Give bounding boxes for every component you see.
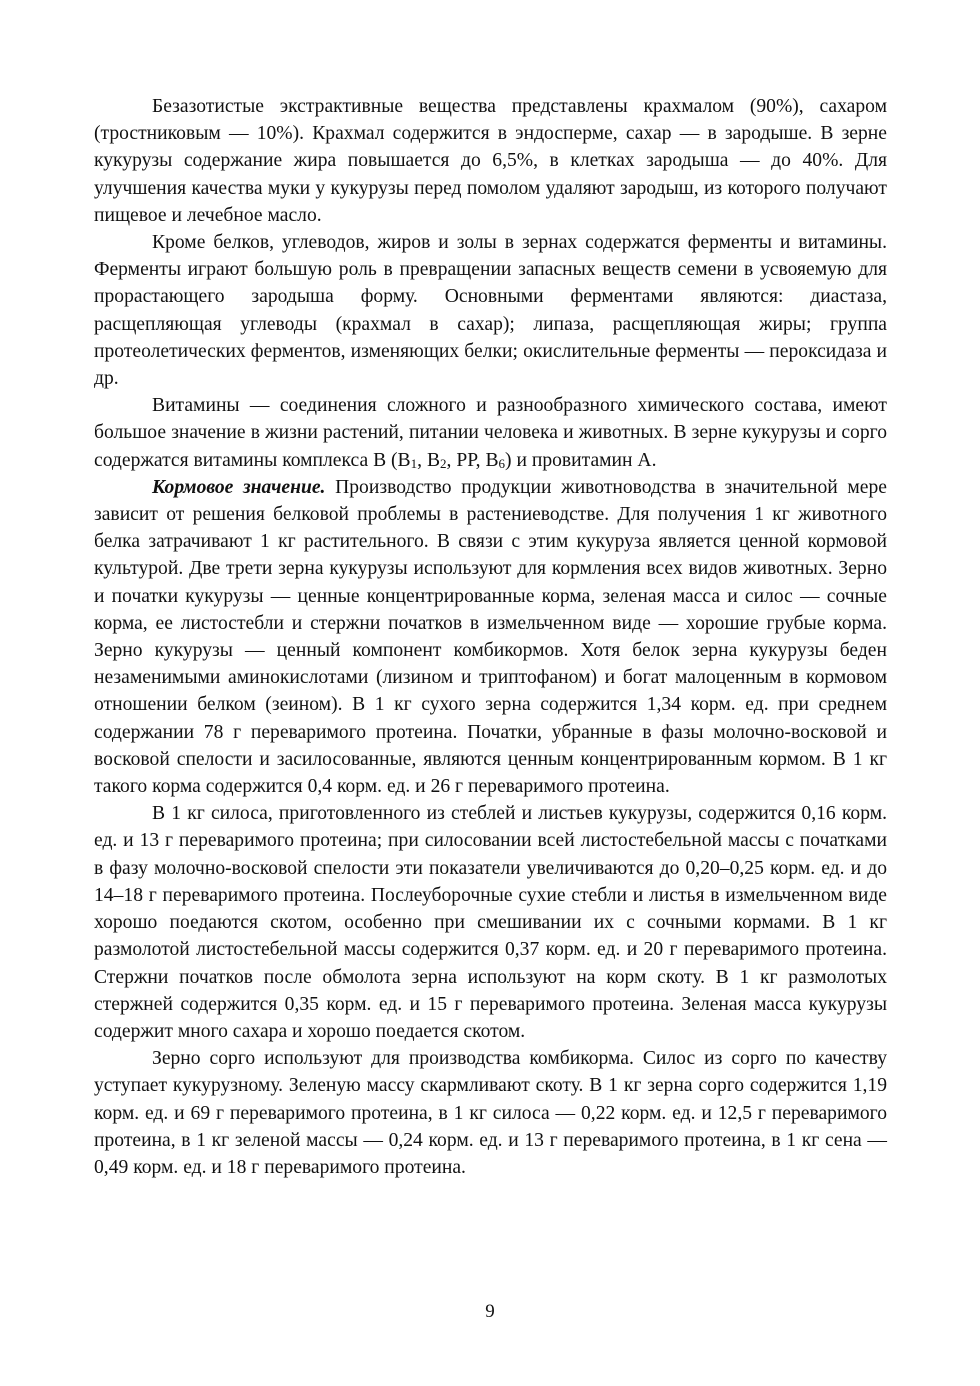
- vitamins-sep-2: , РР, В: [446, 449, 499, 471]
- paragraph-silage: В 1 кг силоса, приготовленного из стеблей и листьев кукурузы, содержится 0,16 корм. ед. и 13 г переваримого протеина; при силосовании всей листостебельной массы с початками в фазу молочно-восковой спелости эти показатели увеличиваются до 0,20–0,25 корм. ед. и до 14–18 г переваримого протеина. Послеуборочные сухие стебли и листья в измельченном виде хорошо поедаются скотом, особенно при смешивании их с сочными кормами. В 1 кг размолотой листостебельной массы содержится 0,37 корм. ед. и 20 г переваримого протеина. Стержни початков после обмолота зерна используют на корм скоту. В 1 кг размолотых стержней содержится 0,35 корм. ед. и 15 г переваримого протеина. Зеленая масса кукурузы содержит много сахара и хорошо поедается скотом.: [94, 803, 887, 1042]
- subscript-b1: 1: [410, 455, 418, 471]
- vitamins-sep-1: , В: [417, 449, 441, 471]
- feed-value-text: Производство продукции животноводства в значительной мере зависит от решения белковой проблемы в растениеводстве. Для получения 1 кг животного белка затрачивают 1 кг растительного. В связи с этим кукуруза является ценной кормовой культурой. Две трети зерна кукурузы используют для кормления всех видов животных. Зерно и початки кукурузы — ценные концентрированные корма, зеленая масса и силос — сочные корма, ее листостебли и стержни початков в измельченном виде — хорошие грубые корма. Зерно кукурузы — ценный компонент комбикормов. Хотя белок зерна кукурузы беден незаменимыми аминокислотами (лизином и триптофаном) и богат малоценным в кормовом отношении белком (зеином). В 1 кг сухого зерна содержится 1,34 корм. ед. при среднем содержании 78 г переваримого протеина. Початки, убранные в фазы молочно-восковой и восковой спелости и засилосованные, являются ценным концентрированным кормом. В 1 кг такого корма содержится 0,4 корм. ед. и 26 г переваримого протеина.: [94, 476, 887, 798]
- document-body: [94, 93, 887, 1181]
- paragraph-feed-value: [94, 474, 887, 800]
- paragraph-carbohydrates: Безазотистые экстрактивные вещества представлены крахмалом (90%), сахаром (тростниковым — 10%). Крахмал содержится в эндосперме, сахар — в зародыше. В зерне кукурузы содержание жира повышается до 6,5%, в клетках зародыша — до 40%. Для улучшения качества муки у кукурузы перед помолом удаляют зародыш, из которого получают пищевое и лечебное масло.: [94, 96, 887, 226]
- vitamins-text-end: ) и провитамин А.: [505, 449, 657, 471]
- vitamins-text: Витамины — соединения сложного и разнообразного химического состава, имеют большое значение в жизни растений, питании человека и животных. В зерне кукурузы и сорго содержатся витамины комплекса В (В: [94, 395, 887, 471]
- paragraph-vitamins: [94, 392, 887, 474]
- paragraph-enzymes: Кроме белков, углеводов, жиров и золы в зернах содержатся ферменты и витамины. Ферменты играют большую роль в превращении запасных веществ семени в усвояемую для прорастающего зародыша форму. Основными ферментами являются: диастаза, расщепляющая углеводы (крахмал в сахар); липаза, расщепляющая жиры; группа протеолетических ферментов, изменяющих белки; окислительные ферменты — пероксидаза и др.: [94, 232, 887, 390]
- subscript-b6: 6: [498, 455, 506, 471]
- subscript-b2: 2: [440, 455, 447, 471]
- page-number: 9: [485, 1301, 495, 1322]
- section-heading-feed-value: Кормовое значение.: [152, 476, 326, 498]
- paragraph-sorghum: Зерно сорго используют для производства комбикорма. Силос из сорго по качеству уступает кукурузному. Зеленую массу скармливают скоту. В 1 кг зерна сорго содержится 1,19 корм. ед. и 69 г переваримого протеина, в 1 кг силоса — 0,22 корм. ед. и 12,5 г переваримого протеина, в 1 кг зеленой массы — 0,24 корм. ед. и 13 г переваримого протеина, в 1 кг сена — 0,49 корм. ед. и 18 г переваримого протеина.: [94, 1048, 887, 1178]
